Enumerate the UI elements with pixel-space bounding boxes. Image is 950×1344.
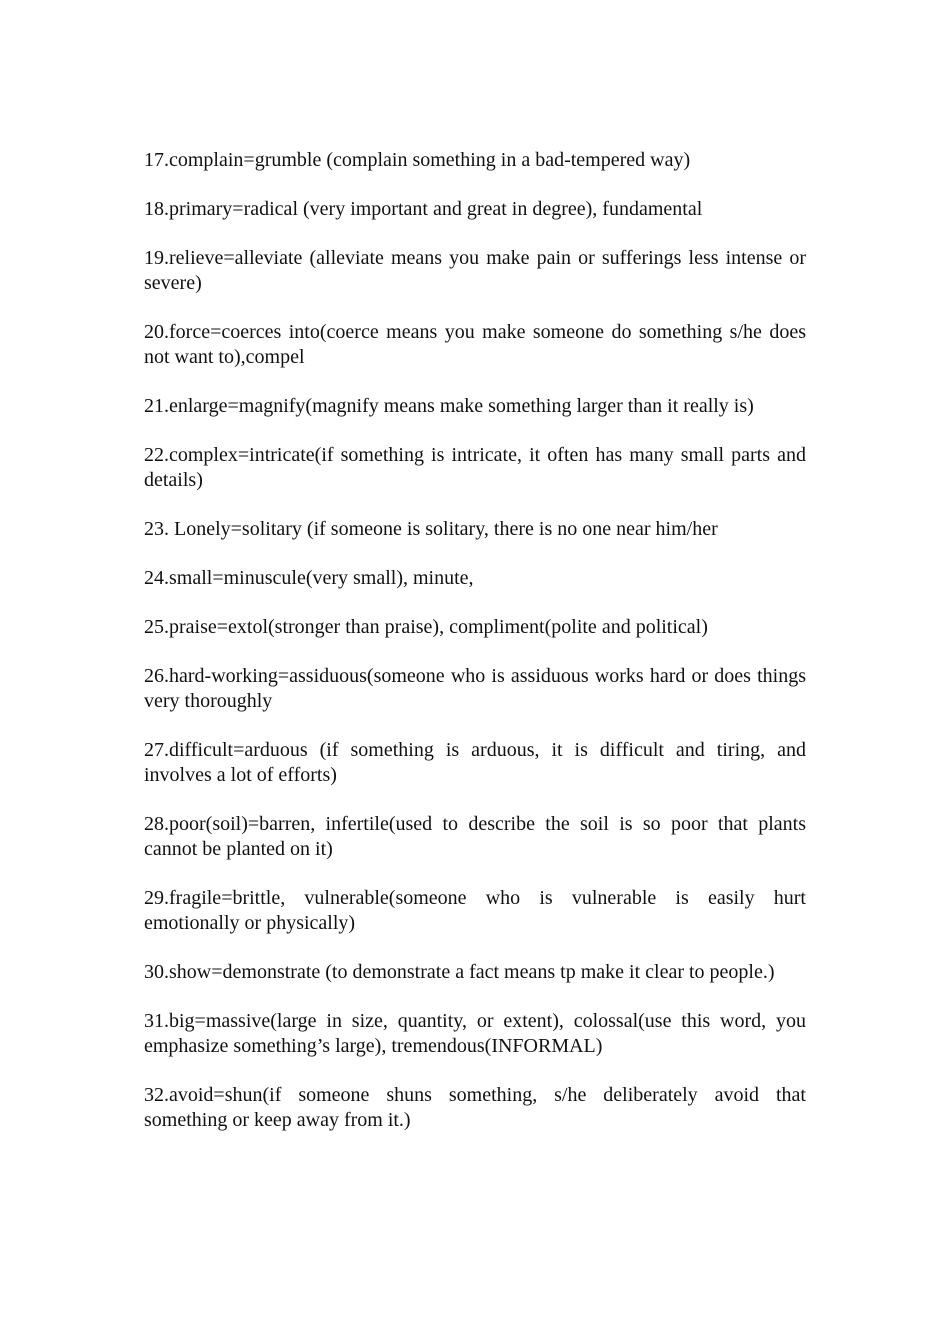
list-item-20: 20.force=coerces into(coerce means you make someone do something s/he does not want to),compel <box>144 321 806 368</box>
list-item-25: 25.praise=extol(stronger than praise), compliment(polite and political) <box>144 616 708 638</box>
list-item-23: 23. Lonely=solitary (if someone is solitary, there is no one near him/her <box>144 518 718 540</box>
list-item-26: 26.hard-working=assiduous(someone who is assiduous works hard or does things very thoroughly <box>144 665 806 712</box>
list-item-31: 31.big=massive(large in size, quantity, or extent), colossal(use this word, you emphasize something’s large), tremendous(INFORMAL) <box>144 1010 806 1057</box>
list-item-17: 17.complain=grumble (complain something in a bad-tempered way) <box>144 149 691 171</box>
list-item-29: 29.fragile=brittle, vulnerable(someone who is vulnerable is easily hurt emotionally or physically) <box>144 887 806 934</box>
list-item-30: 30.show=demonstrate (to demonstrate a fact means tp make it clear to people.) <box>144 961 775 983</box>
list-item-21: 21.enlarge=magnify(magnify means make something larger than it really is) <box>144 395 754 417</box>
list-item-32: 32.avoid=shun(if someone shuns something, s/he deliberately avoid that something or keep away from it.) <box>144 1084 806 1131</box>
list-item-27: 27.difficult=arduous (if something is arduous, it is difficult and tiring, and involves a lot of efforts) <box>144 739 806 786</box>
vocabulary-list <box>144 148 806 1157</box>
list-item-28: 28.poor(soil)=barren, infertile(used to describe the soil is so poor that plants cannot be planted on it) <box>144 813 806 860</box>
list-item-18: 18.primary=radical (very important and great in degree), fundamental <box>144 198 703 220</box>
list-item-19: 19.relieve=alleviate (alleviate means you make pain or sufferings less intense or severe) <box>144 247 806 294</box>
list-item-24: 24.small=minuscule(very small), minute, <box>144 567 474 589</box>
list-item-22: 22.complex=intricate(if something is intricate, it often has many small parts and details) <box>144 444 806 491</box>
